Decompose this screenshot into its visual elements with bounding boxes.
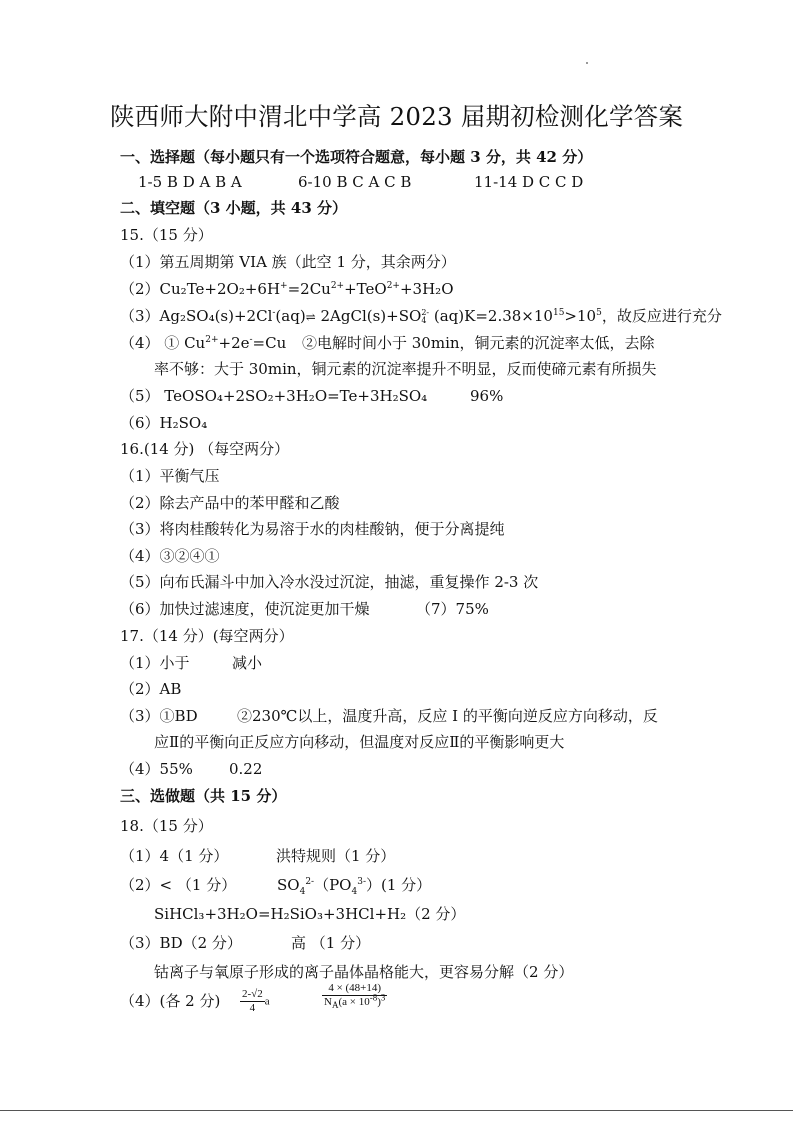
q17-part2: （2）AB	[120, 680, 182, 698]
sub: 4	[421, 316, 427, 325]
mc-answers-1-5: 1-5 B D A B A	[138, 173, 242, 191]
q15-heading: 15.（15 分）	[120, 226, 213, 244]
q18-part3-explanation: 钴离子与氧原子形成的离子晶体晶格能大，更容易分解（2 分）	[154, 963, 574, 981]
q15-part3	[120, 306, 722, 327]
q16-part1: （1）平衡气压	[120, 467, 220, 485]
sub: 4	[299, 887, 306, 897]
q16-part6: （6）加快过滤速度，使沉淀更加干燥	[120, 600, 370, 618]
q15-part4-text: （4） ① Cu	[120, 334, 206, 352]
q15-part4-text: =Cu	[252, 334, 287, 352]
q18-part2: （2）< （1 分）	[120, 876, 237, 894]
ion-text: SO	[277, 876, 300, 894]
q16-part4: （4）③②④①	[120, 547, 220, 565]
q17-part3-explanation-cont: 应Ⅱ的平衡向正反应方向移动，但温度对反应Ⅱ的平衡影响更大	[154, 733, 565, 751]
fraction	[240, 988, 265, 1015]
q15-part2	[120, 279, 454, 299]
q15-part6: （6）H₂SO₄	[120, 414, 208, 432]
q15-part3-text: >10	[564, 307, 597, 325]
equilibrium-arrow-icon: ⇌	[305, 310, 316, 324]
page-title: 陕西师大附中渭北中学高 2023 届期初检测化学答案	[109, 102, 684, 131]
sup: 2-	[305, 877, 315, 887]
q15-part5: （5） TeOSO₄+2SO₂+3H₂O=Te+3H₂SO₄	[120, 387, 428, 405]
sup: 3-	[357, 877, 366, 887]
page-bottom-border	[0, 1110, 793, 1111]
numerator: 2-√2	[242, 988, 263, 1000]
q18-part1: （1）4（1 分）	[120, 847, 229, 865]
q15-part5-yield: 96%	[470, 387, 504, 405]
q16-part3: （3）将肉桂酸转化为易溶于水的肉桂酸钠，便于分离提纯	[120, 520, 505, 538]
q15-part2-text: （2）Cu₂Te+2O₂+6H	[120, 280, 281, 298]
q15-part4	[120, 333, 286, 353]
sup: -	[272, 308, 276, 318]
q16-part5: （5）向布氏漏斗中加入冷水没过沉淀，抽滤，重复操作 2-3 次	[120, 573, 539, 591]
q15-part4-explanation-cont: 率不够：大于 30min，铜元素的沉淀率提升不明显，反而使碲元素有所损失	[154, 360, 657, 378]
sup: -	[249, 335, 253, 345]
numerator: 4 × (48+14)	[322, 982, 387, 996]
sup: 3	[380, 992, 386, 1003]
sup: 2+	[205, 335, 219, 345]
q15-part3-text: 2AgCl(s)+SO	[315, 307, 422, 325]
fraction-tail: a	[264, 995, 270, 1008]
sulfate-indices	[421, 309, 429, 325]
ion-text: （PO	[314, 876, 352, 894]
den-text: (a × 10	[338, 996, 370, 1008]
q15-part2-text: +3H₂O	[399, 280, 454, 298]
q16-part7: （7）75%	[416, 600, 489, 618]
denominator: 4	[249, 1002, 256, 1014]
q15-part3-text: (aq)K=2.38×10	[429, 307, 553, 325]
sup: 2-	[421, 308, 430, 317]
q18-part1-b: 洪特规则（1 分）	[276, 847, 396, 865]
scan-dot	[586, 62, 588, 64]
q17-part3: （3）①BD	[120, 707, 198, 725]
q17-part4-b: 0.22	[229, 760, 263, 778]
q15-part4-explanation: ②电解时间小于 30min，铜元素的沉淀率太低，去除	[302, 334, 655, 352]
q16-heading: 16.(14 分) （每空两分）	[120, 440, 290, 458]
q18-part3: （3）BD（2 分）	[120, 934, 242, 952]
q18-fraction-2	[322, 982, 387, 1009]
q18-part4: （4）(各 2 分)	[120, 992, 221, 1010]
mc-answers-11-14: 11-14 D C C D	[474, 173, 584, 191]
q18-part3-b: 高 （1 分）	[291, 934, 371, 952]
q17-part4: （4）55%	[120, 760, 193, 778]
sup: 15	[552, 308, 565, 318]
q15-part1: （1）第五周期第 VIA 族（此空 1 分，其余两分）	[120, 253, 456, 271]
den-text: )	[377, 996, 381, 1008]
q17-part3-explanation: ②230℃以上，温度升高，反应 I 的平衡向逆反应方向移动，反	[237, 707, 658, 725]
sup: 2+	[386, 281, 400, 291]
q15-part2-text: =2Cu	[287, 280, 331, 298]
sup: +	[280, 281, 288, 291]
q17-part1-b: 减小	[232, 654, 263, 672]
q15-part3-text: (aq)	[275, 307, 306, 325]
q15-part3-text: ，故反应进行充分	[601, 307, 722, 325]
sup: 2+	[330, 281, 345, 291]
q15-part4-text: +2e	[218, 334, 250, 352]
mc-answers-6-10: 6-10 B C A C B	[298, 173, 412, 191]
q16-part2: （2）除去产品中的苯甲醛和乙酸	[120, 494, 340, 512]
q18-part2-ions	[277, 875, 431, 895]
section-3-heading: 三、选做题（共 15 分）	[120, 787, 287, 805]
q15-part2-text: +TeO	[344, 280, 387, 298]
sup: 5	[596, 308, 602, 318]
sup: -8	[369, 992, 378, 1003]
ion-text: ）(1 分）	[366, 876, 432, 894]
sub: 4	[351, 887, 358, 897]
denominator	[322, 992, 387, 1011]
q18-heading: 18.（15 分）	[120, 817, 213, 835]
q18-fraction-1	[240, 988, 270, 1015]
q15-part3-text: （3）Ag₂SO₄(s)+2Cl	[120, 307, 273, 325]
den-text: N	[324, 996, 332, 1008]
sub: A	[331, 1000, 339, 1011]
q18-part2-equation: SiHCl₃+3H₂O=H₂SiO₃+3HCl+H₂（2 分）	[154, 905, 466, 923]
fraction	[322, 982, 387, 1009]
q17-part1: （1）小于	[120, 654, 190, 672]
q17-heading: 17.（14 分）(每空两分）	[120, 627, 294, 645]
section-2-heading: 二、填空题（3 小题，共 43 分）	[120, 199, 347, 217]
section-1-heading: 一、选择题（每小题只有一个选项符合题意，每小题 3 分，共 42 分）	[120, 148, 593, 166]
